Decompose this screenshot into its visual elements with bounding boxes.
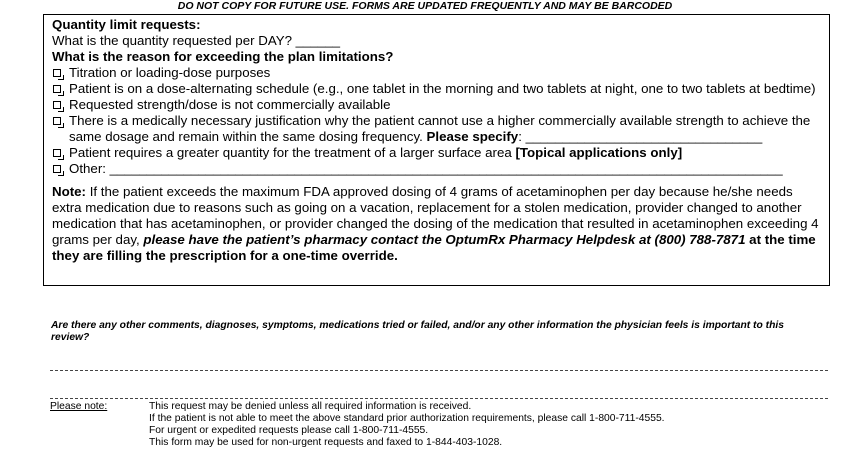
reason-heading: What is the reason for exceeding the plan limitations?	[52, 49, 394, 64]
reason-option-titration[interactable]	[52, 65, 822, 81]
checkbox-icon[interactable]	[52, 97, 69, 113]
option-label: Titration or loading-dose purposes	[69, 65, 271, 80]
please-note-line: This request may be denied unless all required information is received.	[149, 401, 472, 412]
option-label: Other: ___________________________________________________________________________________________	[69, 161, 783, 176]
qty-question[interactable]: What is the quantity requested per DAY? ______	[52, 33, 341, 48]
comments-line[interactable]	[50, 370, 828, 371]
note-text: If the patient exceeds the maximum FDA approved dosing of 4 grams of acetaminophen per day because he/she needs extra medication due to reasons such as going on a vacation, replacement for a stolen medication, provider changed to another medication that has acetaminophen, or provider changed the dosing of the medication that resulted in acetaminophen exceeding 4 grams per day,	[52, 184, 819, 247]
checkbox-icon[interactable]	[52, 113, 69, 145]
qty-heading: Quantity limit requests:	[52, 17, 201, 32]
please-note-label: Please note:	[50, 401, 108, 412]
option-label: Patient requires a greater quantity for the treatment of a larger surface area [Topical applications only]	[69, 145, 683, 160]
note-override: at the time they are filling the prescription for a one-time override.	[52, 232, 816, 263]
checkbox-icon[interactable]	[52, 145, 69, 161]
reason-option-topical[interactable]	[52, 145, 822, 161]
please-note-line: For urgent or expedited requests please call 1-800-711-4555.	[149, 425, 429, 436]
specify-blank[interactable]: : ________________________________	[518, 129, 763, 144]
checkbox-icon[interactable]	[52, 81, 69, 97]
note-helpdesk-instruction: please have the patient’s pharmacy contact the OptumRx Pharmacy Helpdesk at (800) 788-7871	[143, 232, 746, 247]
option-label: There is a medically necessary justification why the patient cannot use a higher commercially available strength to achieve the same dosage and remain within the same dosing frequency. Please specify: ________________________________	[69, 113, 811, 144]
note-label: Note:	[52, 184, 86, 199]
acetaminophen-note	[52, 184, 822, 264]
please-note-body	[149, 401, 665, 449]
topical-only-tag: [Topical applications only]	[515, 145, 683, 160]
reason-option-not-available[interactable]	[52, 97, 822, 113]
form-notice-header: DO NOT COPY FOR FUTURE USE. FORMS ARE UPDATED FREQUENTLY AND MAY BE BARCODED	[177, 0, 673, 12]
checkbox-icon[interactable]	[52, 65, 69, 81]
please-note-line: If the patient is not able to meet the above standard prior authorization requirements, please call 1-800-711-4555.	[149, 413, 665, 424]
option-label: Requested strength/dose is not commercially available	[69, 97, 391, 112]
option-label: Patient is on a dose-alternating schedule (e.g., one tablet in the morning and two tablets at night, one to two tablets at bedtime)	[69, 81, 816, 96]
reason-option-dose-alternating[interactable]	[52, 81, 822, 97]
comments-line[interactable]	[50, 398, 828, 399]
please-specify-label: Please specify	[426, 129, 519, 144]
please-note-line: This form may be used for non-urgent requests and faxed to 1-844-403-1028.	[149, 437, 503, 448]
reason-option-medical-justification[interactable]	[52, 113, 822, 145]
quantity-limit-section	[43, 14, 830, 286]
comments-question: Are there any other comments, diagnoses, symptoms, medications tried or failed, and/or any other information the physician feels is important to this review?	[51, 320, 784, 343]
checkbox-icon[interactable]	[52, 161, 69, 177]
reason-option-other[interactable]	[52, 161, 822, 177]
